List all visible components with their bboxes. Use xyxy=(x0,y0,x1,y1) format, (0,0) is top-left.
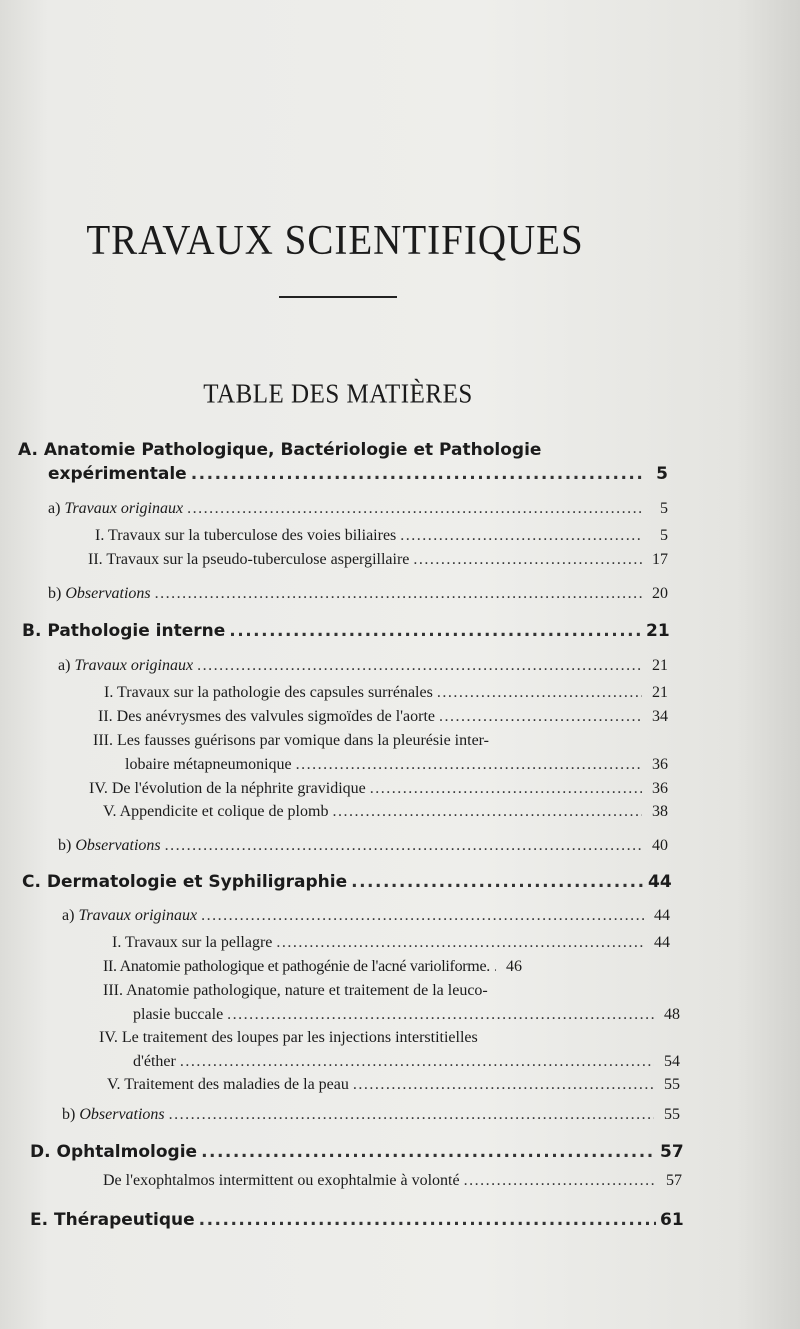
leader-dots xyxy=(351,870,644,894)
section-c-page: 44 xyxy=(648,872,672,892)
toc-item-label: IV. De l'évolution de la néphrite gravidique xyxy=(89,780,366,797)
section-e-page: 61 xyxy=(660,1210,684,1230)
toc-item-page: 36 xyxy=(652,780,668,797)
toc-item-page: 57 xyxy=(666,1172,682,1189)
section-b-sub-a xyxy=(58,654,668,678)
toc-item xyxy=(95,524,668,548)
leader-dots xyxy=(494,955,496,979)
toc-item xyxy=(98,705,668,729)
toc-item xyxy=(133,1003,680,1027)
toc-item-page: 34 xyxy=(652,708,668,725)
leader-dots xyxy=(413,548,642,572)
section-a-sub-b xyxy=(48,582,668,606)
section-a-page: 5 xyxy=(656,464,668,484)
leader-dots xyxy=(191,462,642,486)
section-a-sub-a xyxy=(48,497,668,521)
toc-item-page: 46 xyxy=(505,958,522,975)
toc-item-label: I. Travaux sur la pathologie des capsules surrénales xyxy=(104,684,433,701)
section-d-label: D. Ophtalmologie xyxy=(30,1142,198,1162)
sub-b-label: Observations xyxy=(65,585,151,602)
sub-b-page: 55 xyxy=(664,1106,680,1123)
leader-dots xyxy=(155,582,642,606)
toc-item xyxy=(103,1169,682,1193)
sub-a-label: Travaux originaux xyxy=(64,500,184,517)
sub-a-label: Travaux originaux xyxy=(74,657,194,674)
leader-dots xyxy=(169,1103,654,1127)
leader-dots xyxy=(187,497,642,521)
section-b-label: B. Pathologie interne xyxy=(22,621,226,641)
toc-item xyxy=(125,753,668,777)
toc-item-page: 36 xyxy=(652,756,668,773)
section-a-heading: A. Anatomie Pathologique, Bactériologie et Pathologie xyxy=(18,440,542,460)
toc-item-label: V. Appendicite et colique de plomb xyxy=(103,803,329,820)
page-title: TRAVAUX SCIENTIFIQUES xyxy=(86,217,584,264)
toc-item-label: De l'exophtalmos intermittent ou exophtalmie à volonté xyxy=(103,1172,460,1189)
leader-dots xyxy=(197,654,642,678)
leader-dots xyxy=(437,681,642,705)
toc-item-label-cont: lobaire métapneumonique xyxy=(125,756,292,773)
sub-a-marker: a) xyxy=(48,500,65,517)
leader-dots xyxy=(370,777,642,801)
toc-item-label-cont: d'éther xyxy=(133,1053,176,1070)
toc-item xyxy=(89,777,668,801)
sub-b-label: Observations xyxy=(75,837,161,854)
section-c-sub-b xyxy=(62,1103,680,1127)
leader-dots xyxy=(332,800,642,824)
toc-item-label: II. Travaux sur la pseudo-tuberculose aspergillaire xyxy=(88,551,410,568)
leader-dots xyxy=(201,1140,656,1164)
sub-a-page: 44 xyxy=(654,907,670,924)
section-a-entry xyxy=(48,462,668,486)
toc-item-label: I. Travaux sur la tuberculose des voies biliaires xyxy=(95,527,397,544)
toc-item xyxy=(104,681,668,705)
toc-item-label: IV. Le traitement des loupes par les injections interstitielles xyxy=(99,1029,478,1046)
toc-item xyxy=(112,931,670,955)
title-rule xyxy=(279,296,397,298)
toc-item-page: 17 xyxy=(652,551,668,568)
section-c-label: C. Dermatologie et Syphiligraphie xyxy=(22,872,348,892)
toc-item xyxy=(133,1050,680,1074)
toc-item-page: 44 xyxy=(654,934,670,951)
section-e-label: E. Thérapeutique xyxy=(30,1210,195,1230)
toc-item-label: II. Anatomie pathologique et pathogénie de l'acné varioliforme. xyxy=(103,958,490,975)
section-b-entry xyxy=(22,619,668,643)
toc-item-label: I. Travaux sur la pellagre xyxy=(112,934,273,951)
toc-item xyxy=(88,548,668,572)
toc-item-page: 48 xyxy=(664,1006,680,1023)
sub-a-page: 21 xyxy=(652,657,668,674)
leader-dots xyxy=(400,524,642,548)
toc-item xyxy=(103,800,668,824)
toc-item-label: V. Traitement des maladies de la peau xyxy=(107,1076,349,1093)
section-d-page: 57 xyxy=(660,1142,684,1162)
section-b-page: 21 xyxy=(646,621,670,641)
sub-a-marker: a) xyxy=(58,657,75,674)
sub-a-marker: a) xyxy=(62,907,79,924)
sub-a-page: 5 xyxy=(660,500,668,517)
toc-item-page: 5 xyxy=(660,527,668,544)
leader-dots xyxy=(439,705,642,729)
leader-dots xyxy=(353,1073,654,1097)
sub-a-label: Travaux originaux xyxy=(78,907,198,924)
toc-item xyxy=(103,955,680,979)
leader-dots xyxy=(464,1169,656,1193)
toc-item-page: 38 xyxy=(652,803,668,820)
section-b-sub-b xyxy=(58,834,668,858)
toc-item-page: 21 xyxy=(652,684,668,701)
sub-b-marker: b) xyxy=(58,837,76,854)
toc-item xyxy=(107,1073,680,1097)
leader-dots xyxy=(180,1050,654,1074)
leader-dots xyxy=(276,931,644,955)
leader-dots xyxy=(165,834,642,858)
toc-item-label: II. Des anévrysmes des valvules sigmoïdes de l'aorte xyxy=(98,708,436,725)
toc-item-label: III. Anatomie pathologique, nature et traitement de la leuco- xyxy=(103,982,488,999)
leader-dots xyxy=(201,904,644,928)
sub-b-page: 40 xyxy=(652,837,668,854)
section-e-entry xyxy=(30,1208,682,1232)
toc-item-label: III. Les fausses guérisons par vomique dans la pleurésie inter- xyxy=(93,732,489,749)
sub-b-marker: b) xyxy=(62,1106,80,1123)
sub-b-label: Observations xyxy=(79,1106,165,1123)
section-c-entry xyxy=(22,870,670,894)
section-a-label-cont: expérimentale xyxy=(48,464,187,484)
sub-b-marker: b) xyxy=(48,585,66,602)
leader-dots xyxy=(296,753,642,777)
sub-b-page: 20 xyxy=(652,585,668,602)
section-c-sub-a xyxy=(62,904,670,928)
toc-item-page: 55 xyxy=(664,1076,680,1093)
leader-dots xyxy=(227,1003,654,1027)
toc-item-page: 54 xyxy=(664,1053,680,1070)
toc-heading: TABLE DES MATIÈRES xyxy=(203,379,473,410)
section-d-entry xyxy=(30,1140,682,1164)
leader-dots xyxy=(229,619,642,643)
toc-item-label-cont: plasie buccale xyxy=(133,1006,224,1023)
leader-dots xyxy=(199,1208,656,1232)
